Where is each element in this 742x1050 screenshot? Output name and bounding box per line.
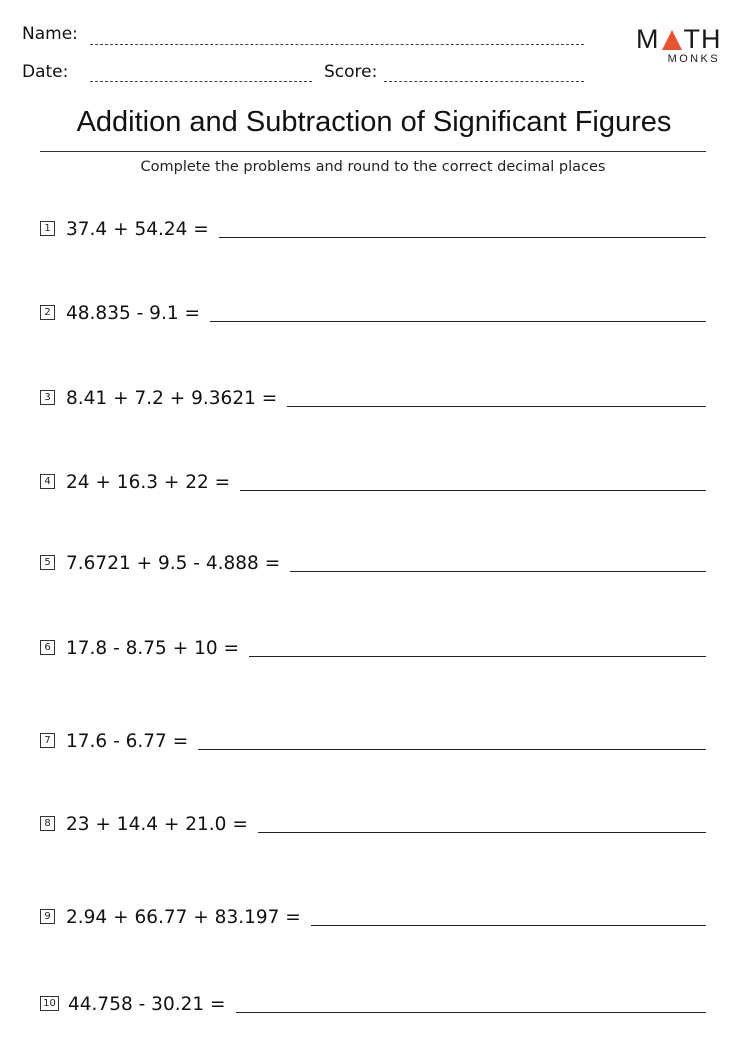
score-field[interactable] (384, 81, 584, 82)
problem-number-box: 6 (40, 640, 55, 655)
answer-line[interactable] (210, 321, 706, 322)
answer-line[interactable] (219, 237, 706, 238)
problem-row (40, 546, 706, 576)
problem-number-box: 9 (40, 909, 55, 924)
name-label: Name: (22, 24, 78, 44)
math-monks-logo (636, 24, 722, 65)
answer-line[interactable] (249, 656, 706, 657)
problem-expression: 8.41 + 7.2 + 9.3621 = (66, 388, 278, 409)
problem-expression: 24 + 16.3 + 22 = (66, 472, 231, 493)
problem-row (40, 631, 706, 661)
problem-row (40, 465, 706, 495)
answer-line[interactable] (240, 490, 706, 491)
date-label: Date: (22, 62, 69, 82)
problem-number-box: 4 (40, 474, 55, 489)
logo-letters-right: TH (683, 24, 722, 54)
problem-row (40, 900, 706, 930)
logo-letters-left: M (636, 24, 660, 54)
name-field[interactable] (90, 44, 584, 45)
logo-subtext: MONKS (667, 53, 720, 65)
problem-row (40, 807, 706, 837)
problem-row (40, 296, 706, 326)
problem-expression: 17.6 - 6.77 = (66, 731, 189, 752)
problem-number-box: 5 (40, 555, 55, 570)
problem-expression: 7.6721 + 9.5 - 4.888 = (66, 553, 281, 574)
logo-triangle-icon (661, 29, 683, 51)
problem-expression: 48.835 - 9.1 = (66, 303, 200, 324)
problem-expression: 37.4 + 54.24 = (66, 219, 209, 240)
answer-line[interactable] (311, 925, 706, 926)
problem-expression: 44.758 - 30.21 = (68, 994, 226, 1015)
problem-number-box: 2 (40, 305, 55, 320)
problem-expression: 17.8 - 8.75 + 10 = (66, 638, 240, 659)
title-divider (40, 151, 706, 152)
problem-row (40, 212, 706, 242)
answer-line[interactable] (290, 571, 706, 572)
problem-number-box: 7 (40, 733, 55, 748)
problem-number-box: 3 (40, 390, 55, 405)
date-field[interactable] (90, 81, 312, 82)
problem-expression: 23 + 14.4 + 21.0 = (66, 814, 248, 835)
problem-row (40, 724, 706, 754)
problem-number-box: 1 (40, 221, 55, 236)
answer-line[interactable] (287, 406, 706, 407)
answer-line[interactable] (198, 749, 706, 750)
worksheet-instructions: Complete the problems and round to the correct decimal places (140, 159, 606, 175)
problem-number-box: 10 (40, 996, 59, 1011)
answer-line[interactable] (236, 1012, 706, 1013)
problem-expression: 2.94 + 66.77 + 83.197 = (66, 907, 301, 928)
worksheet-title: Addition and Subtraction of Significant Figures (76, 106, 672, 138)
answer-line[interactable] (258, 832, 706, 833)
problem-number-box: 8 (40, 816, 55, 831)
score-label: Score: (324, 62, 378, 82)
problem-row (40, 381, 706, 411)
problem-row (40, 987, 706, 1017)
